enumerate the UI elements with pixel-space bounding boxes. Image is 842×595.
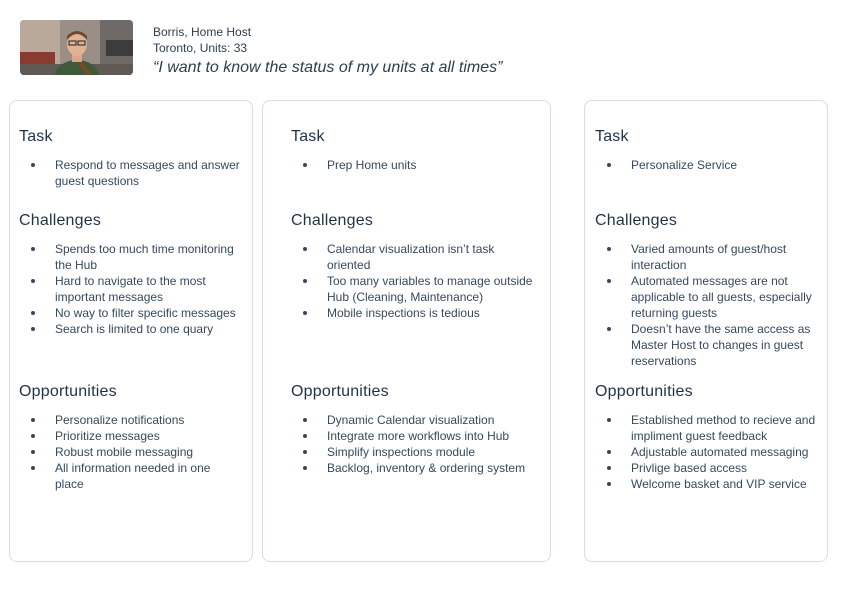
persona-location-units: Toronto, Units: 33 [153,41,248,55]
challenges-section [10,211,252,337]
list-item: Calendar visualization isn’t task oriented [263,241,550,273]
challenges-heading: Challenges [19,212,102,229]
persona-card-3 [584,100,828,562]
persona-name-role: Borris, Home Host [153,25,252,39]
opportunities-list [585,412,827,492]
list-item: Dynamic Calendar visualization [263,412,550,428]
bullet-icon [31,327,35,331]
bullet-icon [607,163,611,167]
list-item: Search is limited to one quary [10,321,252,337]
list-item: Adjustable automated messaging [585,444,827,460]
challenges-list [263,241,550,321]
list-item: All information needed in one place [10,460,252,492]
list-item: Prep Home units [263,157,550,173]
opportunities-section [263,382,550,476]
bullet-icon [303,279,307,283]
list-item: Too many variables to manage outside Hub (Cleaning, Maintenance) [263,273,550,305]
list-item: Personalize Service [585,157,827,173]
list-item: Welcome basket and VIP service [585,476,827,492]
task-list [585,157,827,173]
bullet-icon [31,163,35,167]
persona-card-2 [262,100,551,562]
bullet-icon [607,466,611,470]
list-item: Hard to navigate to the most important messages [10,273,252,305]
bullet-icon [303,418,307,422]
opportunities-heading: Opportunities [291,383,389,400]
list-item: Established method to recieve and impliment guest feedback [585,412,827,444]
opportunities-section [585,382,827,492]
opportunities-list [10,412,252,492]
persona-avatar [20,20,133,75]
bullet-icon [31,247,35,251]
bullet-icon [607,279,611,283]
list-item: Varied amounts of guest/host interaction [585,241,827,273]
bullet-icon [303,311,307,315]
bullet-icon [303,450,307,454]
bullet-icon [607,450,611,454]
bullet-icon [607,418,611,422]
challenges-section [263,211,550,321]
challenges-heading: Challenges [291,212,374,229]
bullet-icon [303,163,307,167]
opportunities-section [10,382,252,492]
list-item: Automated messages are not applicable to all guests, especially returning guests [585,273,827,321]
bullet-icon [31,279,35,283]
list-item: Respond to messages and answer guest questions [10,157,252,189]
bullet-icon [607,247,611,251]
task-section [263,127,550,173]
persona-quote: “I want to know the status of my units at all times” [153,59,503,76]
bullet-icon [31,311,35,315]
bullet-icon [303,434,307,438]
bullet-icon [31,418,35,422]
task-heading: Task [595,128,629,145]
task-list [263,157,550,173]
task-list [10,157,252,189]
task-heading: Task [19,128,53,145]
list-item: Backlog, inventory & ordering system [263,460,550,476]
opportunities-list [263,412,550,476]
list-item: Integrate more workflows into Hub [263,428,550,444]
list-item: Personalize notifications [10,412,252,428]
bullet-icon [31,434,35,438]
bullet-icon [607,482,611,486]
bullet-icon [31,450,35,454]
bullet-icon [607,327,611,331]
opportunities-heading: Opportunities [19,383,117,400]
list-item: Simplify inspections module [263,444,550,460]
list-item: Robust mobile messaging [10,444,252,460]
list-item: Privlige based access [585,460,827,476]
task-section [585,127,827,173]
challenges-list [585,241,827,369]
list-item: Doesn’t have the same access as Master Host to changes in guest reservations [585,321,827,369]
task-section [10,127,252,189]
list-item: Spends too much time monitoring the Hub [10,241,252,273]
opportunities-heading: Opportunities [595,383,693,400]
challenges-section [585,211,827,369]
persona-card-1 [9,100,253,562]
list-item: Mobile inspections is tedious [263,305,550,321]
challenges-list [10,241,252,337]
bullet-icon [303,247,307,251]
task-heading: Task [291,128,325,145]
persona-meta [153,24,502,78]
challenges-heading: Challenges [595,212,678,229]
bullet-icon [303,466,307,470]
list-item: Prioritize messages [10,428,252,444]
list-item: No way to filter specific messages [10,305,252,321]
bullet-icon [31,466,35,470]
